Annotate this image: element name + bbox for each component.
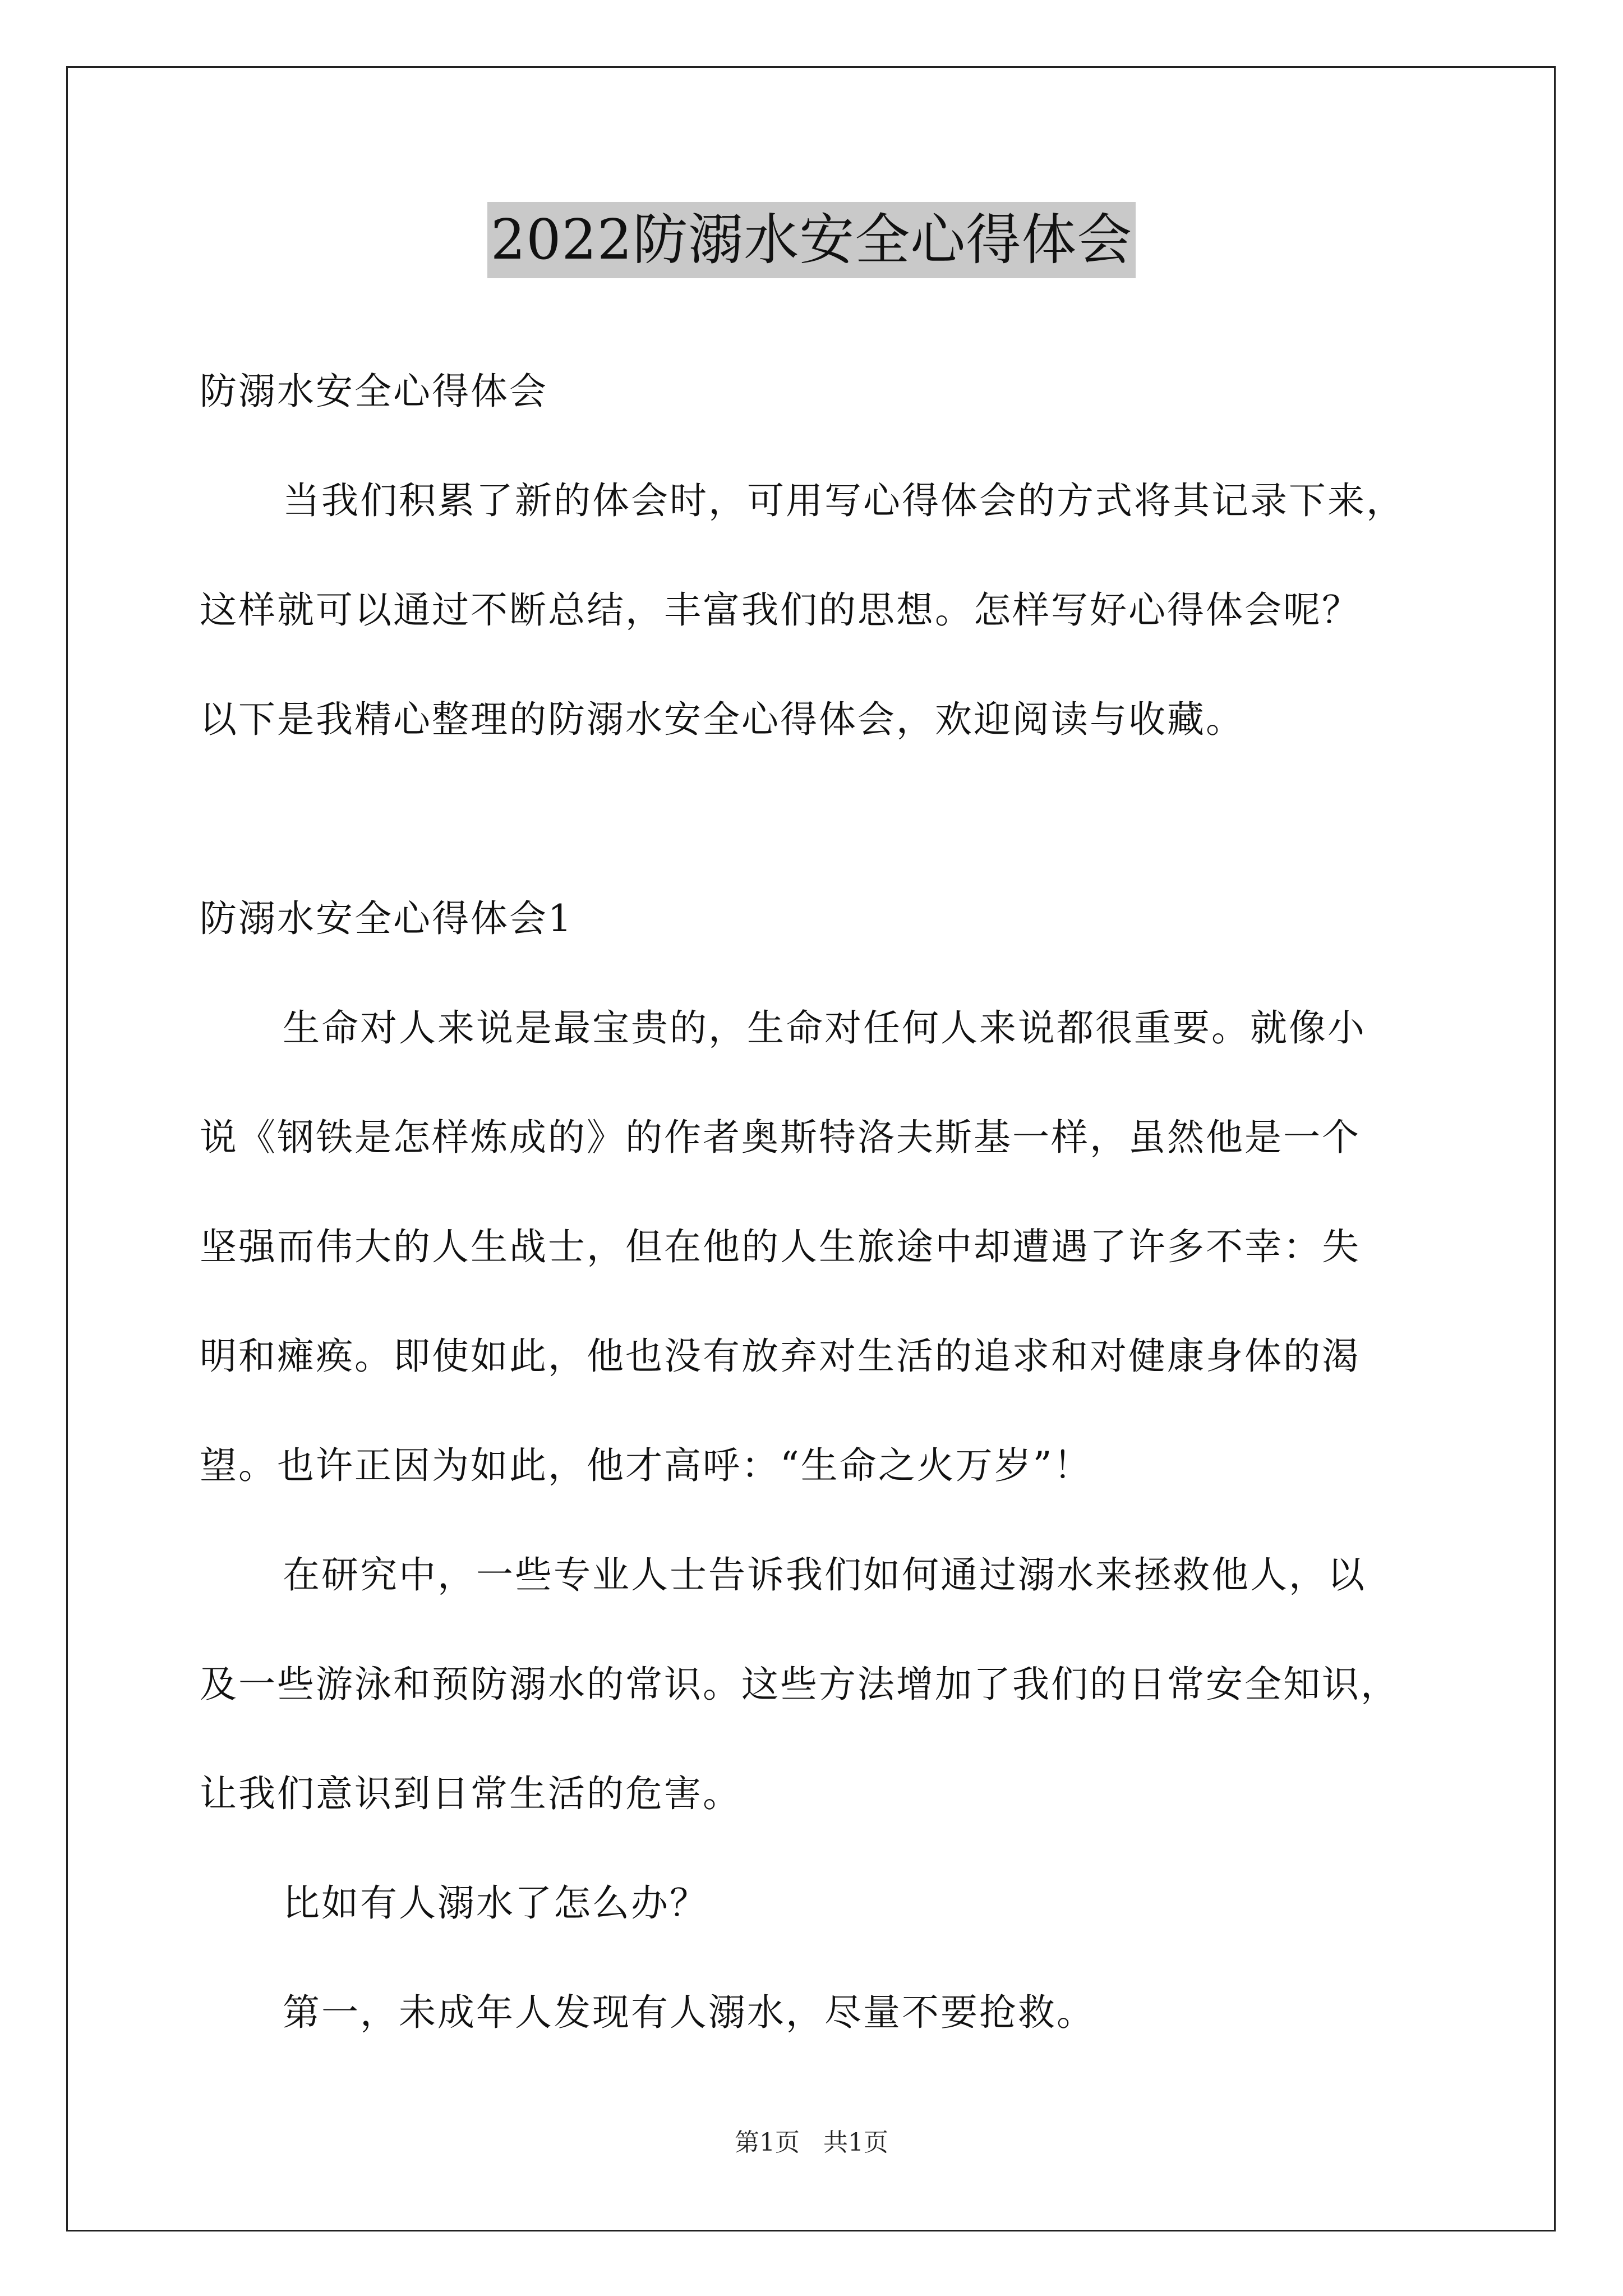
- para2-line-1: 在研究中，一些专业人士告诉我们如何通过溺水来拯救他人，以: [283, 1553, 1366, 1596]
- document-body: [200, 337, 1467, 2067]
- intro-line-1: 当我们积累了新的体会时，可用写心得体会的方式将其记录下来，: [283, 479, 1405, 522]
- title-wrap: [0, 202, 1623, 278]
- intro-line-2: 这样就可以通过不断总结，丰富我们的思想。怎样写好心得体会呢？: [200, 588, 1361, 632]
- para1-line-2: 说《钢铁是怎样炼成的》的作者奥斯特洛夫斯基一样，虽然他是一个: [200, 1116, 1361, 1159]
- page-number: 第1页: [735, 2128, 800, 2157]
- para1-line-1: 生命对人来说是最宝贵的，生命对任何人来说都很重要。就像小: [283, 1006, 1366, 1050]
- para2-line-3: 让我们意识到日常生活的危害。: [200, 1772, 741, 1815]
- para2-line-2: 及一些游泳和预防溺水的常识。这些方法增加了我们的日常安全知识，: [200, 1663, 1399, 1706]
- para3-line: 比如有人溺水了怎么办？: [283, 1881, 708, 1925]
- intro-line-3: 以下是我精心整理的防溺水安全心得体会，欢迎阅读与收藏。: [200, 698, 1244, 741]
- para1-line-5: 望。也许正因为如此，他才高呼：“生命之火万岁”！: [200, 1444, 1092, 1487]
- para1-line-3: 坚强而伟大的人生战士，但在他的人生旅途中却遭遇了许多不幸：失: [200, 1225, 1361, 1268]
- page-total: 共1页: [823, 2128, 888, 2157]
- para1-line-4: 明和瘫痪。即使如此，他也没有放弃对生活的追求和对健康身体的渴: [200, 1335, 1361, 1378]
- section-gap: [200, 774, 1467, 864]
- para4-line: 第一，未成年人发现有人溺水，尽量不要抢救。: [283, 1991, 1095, 2034]
- page-footer: [0, 2126, 1623, 2160]
- document-title: 2022防溺水安全心得体会: [487, 202, 1136, 278]
- document-subtitle: 防溺水安全心得体会: [200, 370, 548, 413]
- section-title: 防溺水安全心得体会1: [200, 897, 573, 940]
